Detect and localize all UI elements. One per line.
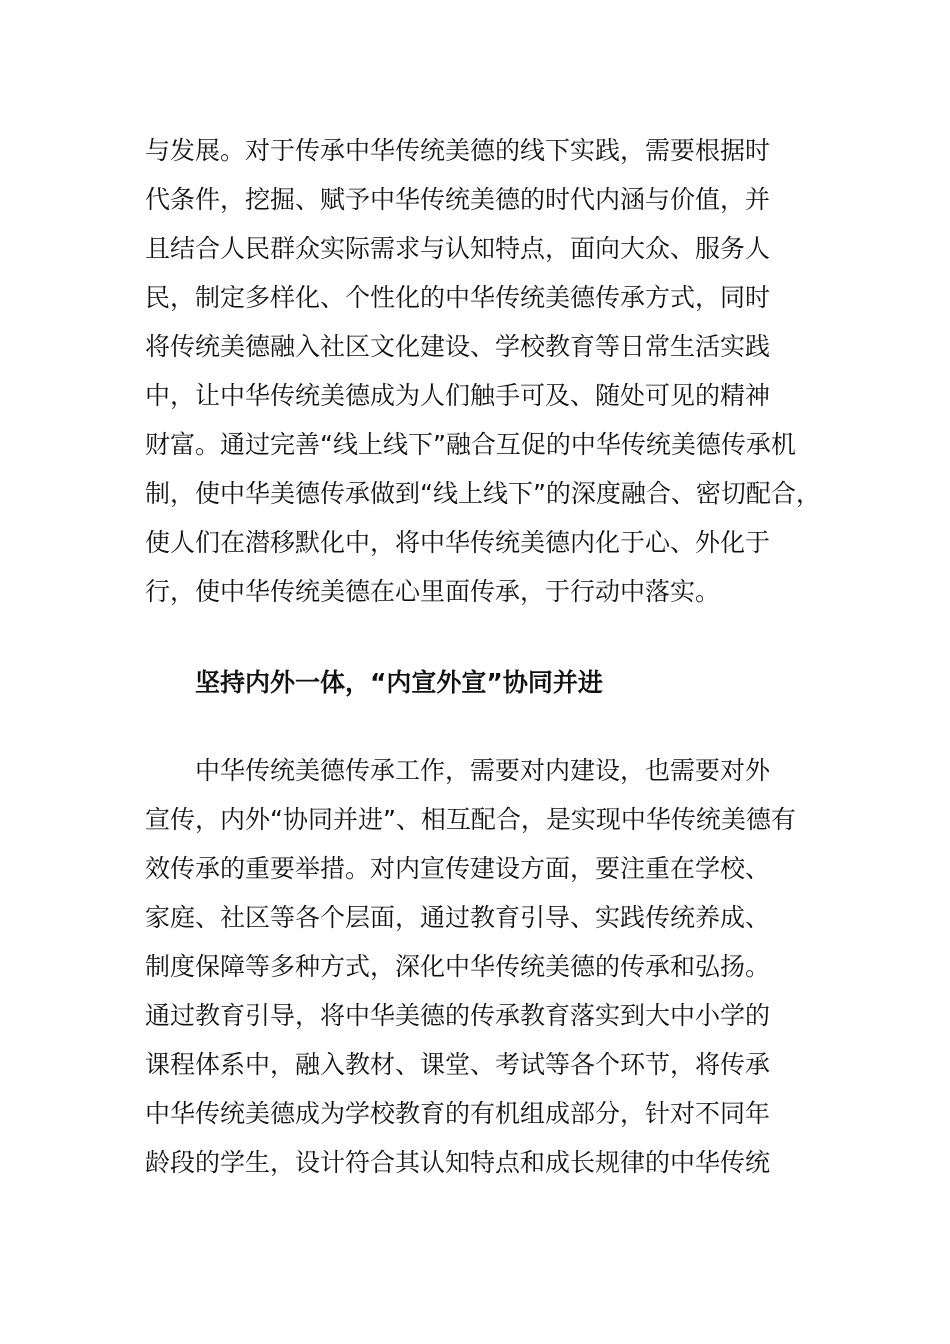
paragraph-line: 且结合人民群众实际需求与认知特点，面向大众、服务人 — [145, 234, 771, 263]
paragraph-line: 制，使中华美德传承做到“线上线下”的深度融合、密切配合， — [145, 479, 821, 508]
section-heading: 坚持内外一体，“内宣外宣”协同并进 — [195, 668, 603, 697]
paragraph-line: 家庭、社区等各个层面，通过教育引导、实践传统养成、 — [145, 903, 771, 932]
paragraph-line: 财富。通过完善“线上线下”融合互促的中华传统美德传承机 — [145, 430, 796, 459]
paragraph-line: 通过教育引导，将中华美德的传承教育落实到大中小学的 — [145, 1001, 771, 1030]
paragraph-line: 课程体系中，融入教材、课堂、考试等各个环节，将传承 — [145, 1050, 771, 1079]
paragraph-line: 制度保障等多种方式，深化中华传统美德的传承和弘扬。 — [145, 952, 771, 981]
paragraph-line: 使人们在潜移默化中，将中华传统美德内化于心、外化于 — [145, 528, 771, 557]
paragraph-line: 与发展。对于传承中华传统美德的线下实践，需要根据时 — [145, 136, 771, 165]
paragraph-line: 中华传统美德成为学校教育的有机组成部分，针对不同年 — [145, 1099, 771, 1128]
paragraph-line: 中华传统美德传承工作，需要对内建设，也需要对外 — [195, 756, 771, 785]
paragraph-line: 中，让中华传统美德成为人们触手可及、随处可见的精神 — [145, 381, 771, 410]
paragraph-line: 龄段的学生，设计符合其认知特点和成长规律的中华传统 — [145, 1148, 771, 1177]
paragraph-line: 效传承的重要举措。对内宣传建设方面，要注重在学校、 — [145, 854, 771, 883]
paragraph-line: 宣传，内外“协同并进”、相互配合，是实现中华传统美德有 — [145, 805, 796, 834]
paragraph-line: 代条件，挖掘、赋予中华传统美德的时代内涵与价值，并 — [145, 185, 771, 214]
paragraph-line: 民，制定多样化、个性化的中华传统美德传承方式，同时 — [145, 283, 771, 312]
paragraph-line: 行，使中华传统美德在心里面传承，于行动中落实。 — [145, 577, 721, 606]
paragraph-line: 将传统美德融入社区文化建设、学校教育等日常生活实践 — [145, 332, 771, 361]
